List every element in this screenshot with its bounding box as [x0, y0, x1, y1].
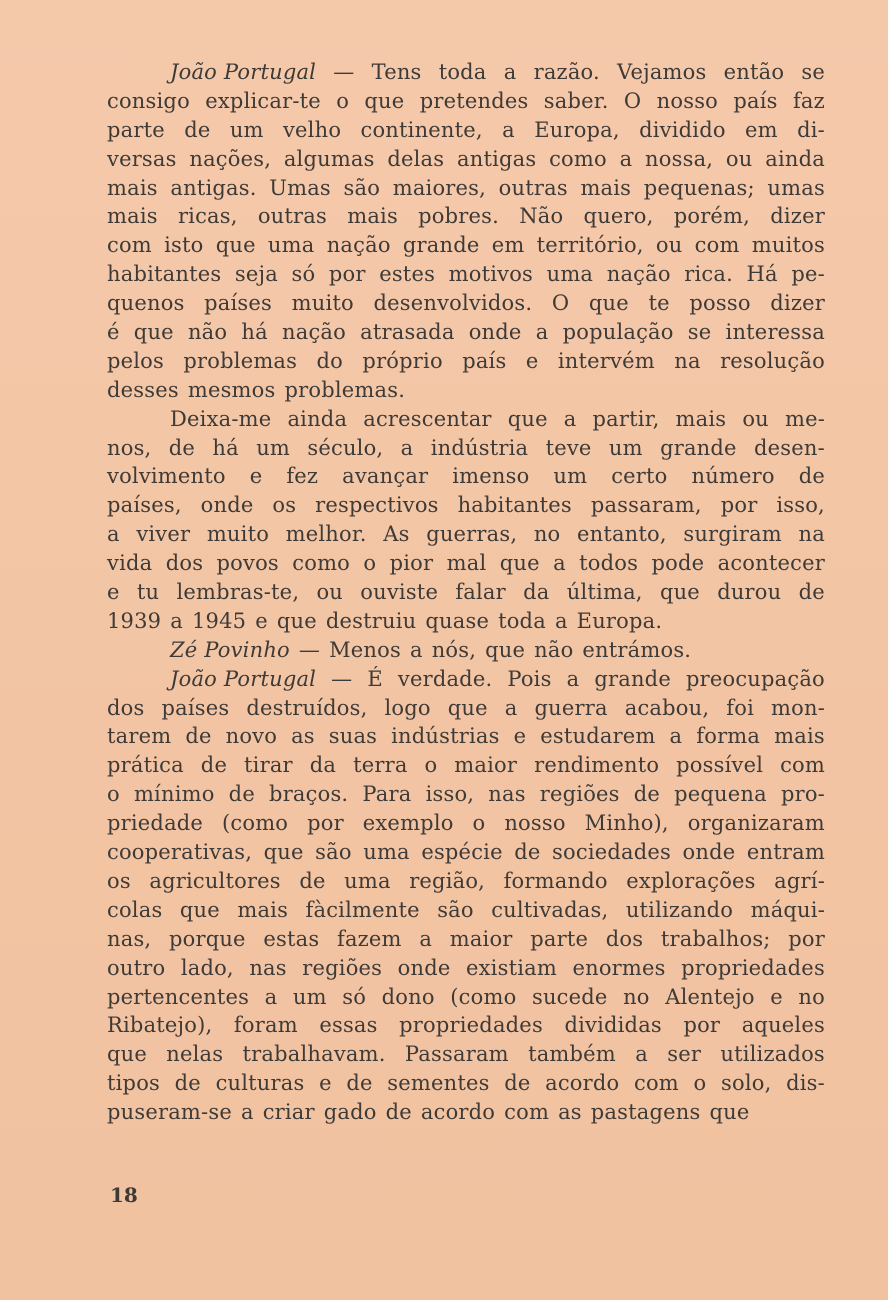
- text-line: tarem de novo as suas indústrias e estudarem a forma mais: [107, 724, 825, 749]
- text-line: versas nações, algumas delas antigas como a nossa, ou ainda: [107, 146, 825, 171]
- text-line: João Portugal — Tens toda a razão. Vejamos então se: [107, 58, 825, 87]
- text-line: pelos problemas do próprio país e intervém na resolução: [107, 348, 825, 373]
- text-line: pertencentes a um só dono (como sucede no Alentejo e no: [107, 984, 825, 1009]
- page-number: 18: [110, 1183, 138, 1207]
- dialogue-paragraph: [107, 665, 825, 1127]
- text-line: dos países destruídos, logo que a guerra acabou, foi mon-: [107, 695, 825, 720]
- text-line: quenos países muito desenvolvidos. O que te posso dizer: [107, 291, 825, 316]
- text-line: desses mesmos problemas.: [107, 377, 406, 402]
- dialogue-paragraph: [107, 636, 825, 665]
- text-line: e tu lembras-te, ou ouviste falar da última, que durou de: [107, 580, 825, 605]
- text-line: que nelas trabalhavam. Passaram também a ser utilizados: [107, 1042, 825, 1067]
- text-line: 1939 a 1945 e que destruiu quase toda a Europa.: [107, 608, 663, 633]
- text-line: colas que mais fàcilmente são cultivadas, utilizando máqui-: [107, 897, 825, 922]
- text-line: o mínimo de braços. Para isso, nas regiões de pequena pro-: [107, 782, 825, 807]
- text-line: nos, de há um século, a indústria teve um grande desen-: [107, 435, 825, 460]
- text-line: João Portugal — É verdade. Pois a grande preocupação: [107, 665, 825, 694]
- text-line: países, onde os respectivos habitantes passaram, por isso,: [107, 493, 825, 518]
- text-line: consigo explicar-te o que pretendes saber. O nosso país faz: [107, 88, 825, 113]
- text-line: volvimento e fez avançar imenso um certo número de: [107, 464, 825, 489]
- text-line: a viver muito melhor. As guerras, no entanto, surgiram na: [107, 522, 825, 547]
- text-line: vida dos povos como o pior mal que a todos pode acontecer: [107, 551, 825, 576]
- dialogue-paragraph: [107, 58, 825, 405]
- text-line: tipos de culturas e de sementes de acordo com o solo, dis-: [107, 1071, 825, 1096]
- text-line: mais ricas, outras mais pobres. Não quero, porém, dizer: [107, 204, 825, 229]
- text-line: é que não há nação atrasada onde a população se interessa: [107, 320, 825, 345]
- text-line: Ribatejo), foram essas propriedades divididas por aqueles: [107, 1013, 825, 1038]
- text-line: Zé Povinho — Menos a nós, que não entrámos.: [107, 636, 825, 665]
- text-line: habitantes seja só por estes motivos uma nação rica. Há pe-: [107, 262, 825, 287]
- speaker-name: João Portugal: [170, 60, 317, 84]
- body-text: [107, 58, 825, 1127]
- text-line: Deixa-me ainda acrescentar que a partir, mais ou me-: [170, 406, 825, 431]
- text-line: nas, porque estas fazem a maior parte dos trabalhos; por: [107, 926, 825, 951]
- text-line: puseram-se a criar gado de acordo com as pastagens que: [107, 1100, 750, 1125]
- speaker-name: Zé Povinho: [170, 637, 290, 662]
- text-line: prática de tirar da terra o maior rendimento possível com: [107, 753, 825, 778]
- text-paragraph: [107, 405, 825, 636]
- text-line: os agricultores de uma região, formando explorações agrí-: [107, 868, 825, 893]
- text-line: com isto que uma nação grande em território, ou com muitos: [107, 233, 825, 258]
- text-line: priedade (como por exemplo o nosso Minho), organizaram: [107, 811, 825, 836]
- text-line: outro lado, nas regiões onde existiam enormes propriedades: [107, 955, 825, 980]
- text-line: mais antigas. Umas são maiores, outras mais pequenas; umas: [107, 175, 825, 200]
- speaker-name: João Portugal: [170, 666, 317, 691]
- text-line: cooperativas, que são uma espécie de sociedades onde entram: [107, 840, 825, 865]
- text-line: parte de um velho continente, a Europa, dividido em di-: [107, 117, 825, 142]
